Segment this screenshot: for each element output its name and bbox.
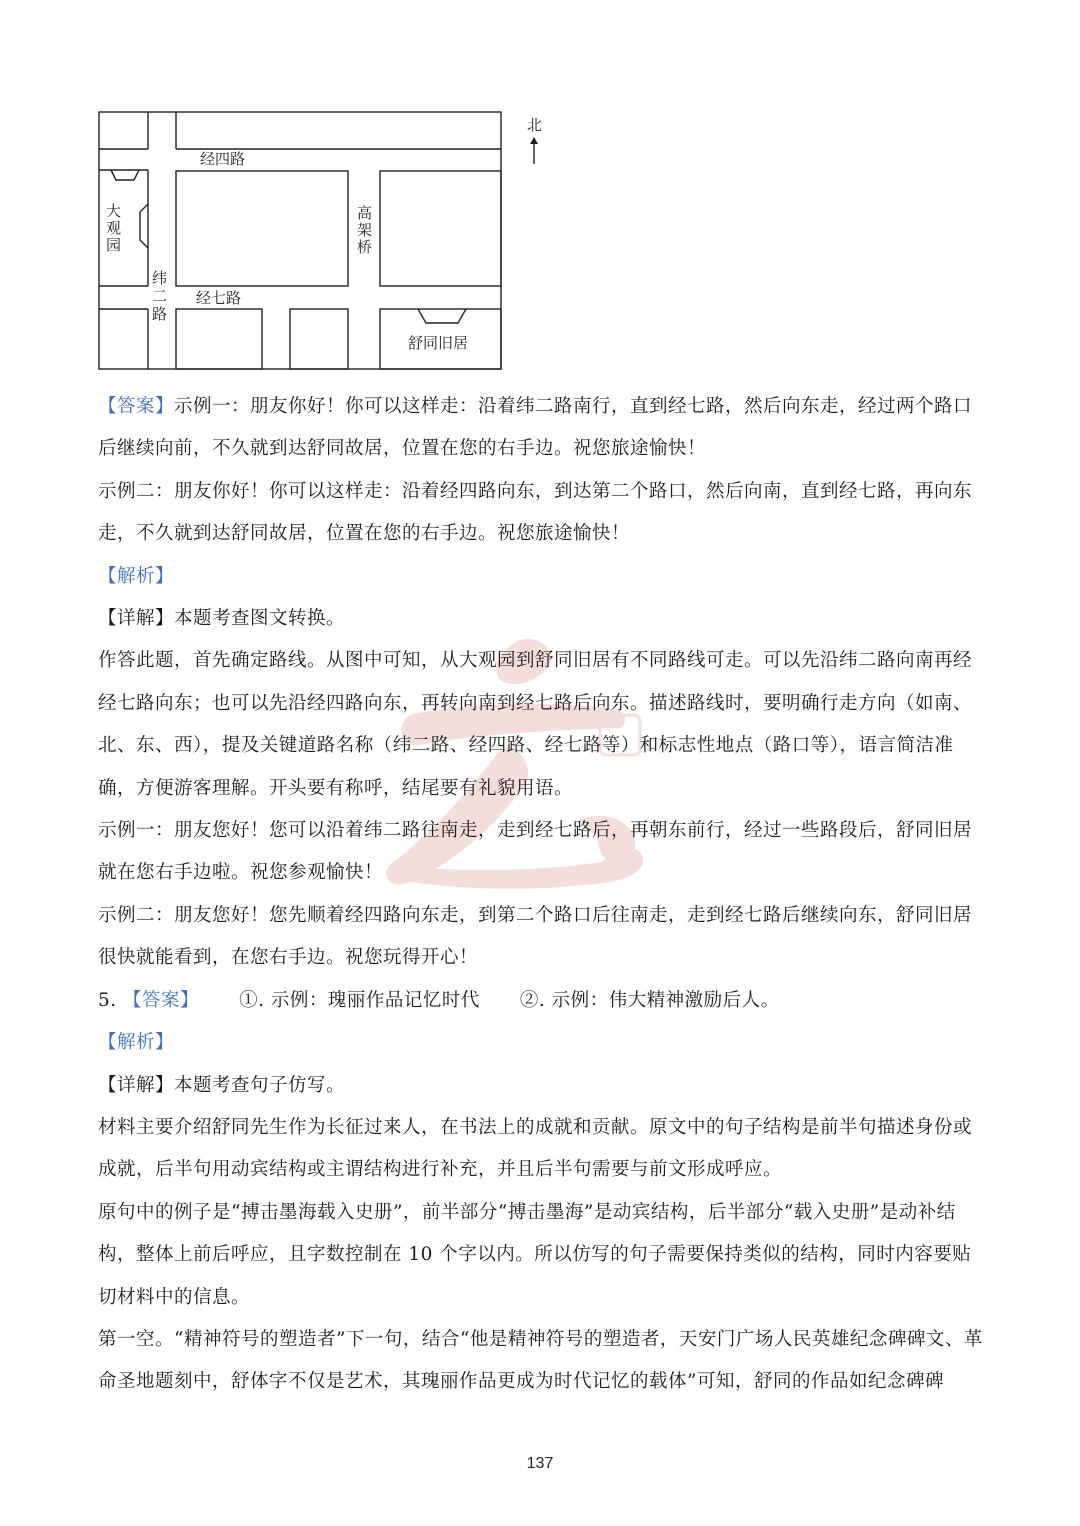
answer-example-2: 示例二：朋友你好！你可以这样走：沿着经四路向东，到达第二个路口，然后向南，直到经七路，再向东走，不久就到达舒同故居，位置在您的右手边。祝您旅途愉快！	[98, 480, 973, 545]
example-1: 示例一：朋友您好！您可以沿着纬二路往南走，走到经七路后，再朝东前行，经过一些路段后，舒同旧居就在您右手边啦。祝您参观愉快！	[98, 820, 973, 884]
analysis-tag: 【解析】	[98, 565, 175, 587]
svg-text:园: 园	[106, 236, 122, 254]
daguanyuan-label	[106, 202, 121, 254]
svg-text:观: 观	[106, 219, 122, 237]
answer-example-1: 示例一：朋友你好！你可以这样走：沿着纬二路南行，直到经七路，然后向东走，经过两个路口后继续向前，不久就到达舒同故居，位置在您的右手边。祝您旅途愉快！	[98, 396, 973, 460]
explanation-3: 原句中的例子是“搏击墨海载入史册”，前半部分“搏击墨海”是动宾结构，后半部分“载入史册”是动补结构，整体上前后呼应，且字数控制在 10 个字以内。所以仿写的句子需要保持类似的结构，同时内容要贴切材料中的信息。	[98, 1201, 972, 1308]
question-number: 5.	[98, 989, 117, 1011]
svg-text:架: 架	[357, 221, 373, 239]
north-arrow-icon	[530, 137, 538, 164]
svg-text:纬: 纬	[152, 269, 168, 287]
svg-text:高: 高	[357, 204, 373, 222]
map-border	[99, 112, 501, 369]
explanation-2: 材料主要介绍舒同先生作为长征过来人，在书法上的成就和贡献。原文中的句子结构是前半句描述身份或成就，后半句用动宾结构或主谓结构进行补充，并且后半句需要与前文形成呼应。	[98, 1116, 973, 1181]
page-number: 137	[526, 1455, 554, 1472]
explanation-1: 作答此题，首先确定路线。从图中可知，从大观园到舒同旧居有不同路线可走。可以先沿纬二路向南再经经七路向东；也可以先沿经四路向东，再转向南到经七路后向东。描述路线时，要明确行走方向（如南、北、东、西），提及关键道路名称（纬二路、经四路、经七路等）和标志性地点（路口等），语言简洁准确，方便游客理解。开头要有称呼，结尾要有礼貌用语。	[98, 650, 973, 799]
question-5-answer	[98, 980, 988, 1022]
explanation-4: 第一空。“精神符号的塑造者”下一句，结合“他是精神符号的塑造者，天安门广场人民英雄纪念碑碑文、革命圣地题刻中，舒体字不仅是艺术，其瑰丽作品更成为时代记忆的载体”可知，舒同的作品如纪念碑碑	[98, 1328, 983, 1393]
answer-paragraph-1	[98, 386, 988, 471]
answer-content	[98, 386, 988, 1404]
road-jing7-label: 经七路	[196, 289, 242, 307]
q5-answer-tag: 【答案】	[123, 989, 200, 1011]
example-2: 示例二：朋友您好！您先顺着经四路向东走，到第二个路口后往南走，走到经七路后继续向东，舒同旧居很快就能看到，在您右手边。祝您玩得开心！	[98, 904, 973, 969]
svg-text:大: 大	[106, 202, 122, 220]
svg-text:二: 二	[152, 287, 168, 305]
q5-answer-1: ①. 示例：瑰丽作品记忆时代	[239, 989, 480, 1011]
road-jing4-label: 经四路	[200, 150, 246, 168]
q5-answer-2: ②. 示例：伟大精神激励后人。	[519, 989, 780, 1011]
detail-line-1: 【详解】本题考查图文转换。	[98, 608, 346, 630]
answer-tag: 【答案】	[98, 396, 175, 417]
shutong-residence-label: 舒同旧居	[408, 334, 469, 352]
road-wei2-label	[152, 269, 167, 323]
detail-line-2: 【详解】本题考查句子仿写。	[98, 1074, 346, 1096]
analysis-tag-2: 【解析】	[98, 1032, 175, 1054]
north-label: 北	[527, 116, 543, 134]
gaojiaqiao-label	[357, 204, 372, 256]
svg-text:路: 路	[152, 305, 168, 323]
route-map	[96, 108, 566, 374]
svg-text:桥: 桥	[357, 238, 373, 256]
